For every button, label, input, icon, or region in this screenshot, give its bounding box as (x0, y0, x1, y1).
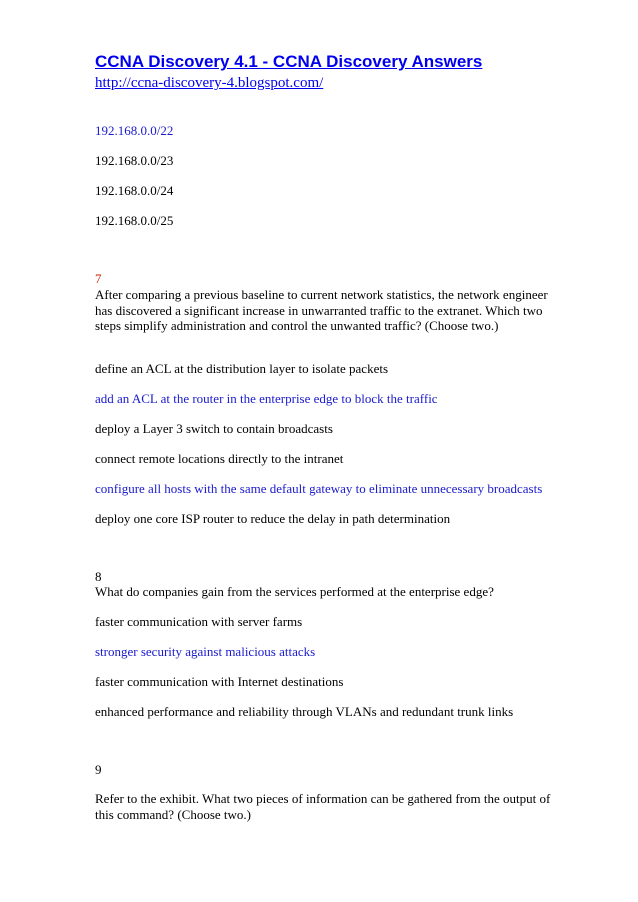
q7-option-2: add an ACL at the router in the enterprise edge to block the traffic (95, 391, 438, 406)
q7-option-3: deploy a Layer 3 switch to contain broadcasts (95, 421, 333, 436)
q6-option-3: 192.168.0.0/24 (95, 183, 174, 198)
header-url-link[interactable]: http://ccna-discovery-4.blogspot.com/ (95, 75, 324, 91)
q9-number: 9 (95, 762, 102, 777)
q6-option-1: 192.168.0.0/22 (95, 123, 174, 138)
q8-option-2: stronger security against malicious attacks (95, 644, 316, 659)
q8-question: What do companies gain from the services performed at the enterprise edge? (95, 584, 494, 599)
q7-option-6: deploy one core ISP router to reduce the delay in path determination (95, 511, 451, 526)
q7-number: 7 (95, 271, 102, 286)
q8-option-3: faster communication with Internet destinations (95, 674, 344, 689)
q8-option-4: enhanced performance and reliability through VLANs and redundant trunk links (95, 704, 514, 719)
q7-option-4: connect remote locations directly to the intranet (95, 451, 344, 466)
header-title-link[interactable]: CCNA Discovery 4.1 - CCNA Discovery Answers (95, 52, 483, 71)
q8-number: 8 (95, 569, 102, 584)
q7-option-5: configure all hosts with the same default gateway to eliminate unnecessary broadcasts (95, 481, 543, 496)
q6-option-2: 192.168.0.0/23 (95, 153, 174, 168)
q7-option-1: define an ACL at the distribution layer to isolate packets (95, 361, 389, 376)
q8-option-1: faster communication with server farms (95, 614, 303, 629)
q7-question: After comparing a previous baseline to current network statistics, the network engineer has discovered a significant increase in unwarranted traffic to the extranet. Which two steps simplify administration and control the unwanted traffic? (Choose two.) (95, 287, 548, 333)
q6-option-4: 192.168.0.0/25 (95, 213, 174, 228)
q9-question: Refer to the exhibit. What two pieces of information can be gathered from the output of this command? (Choose two.) (95, 791, 551, 822)
